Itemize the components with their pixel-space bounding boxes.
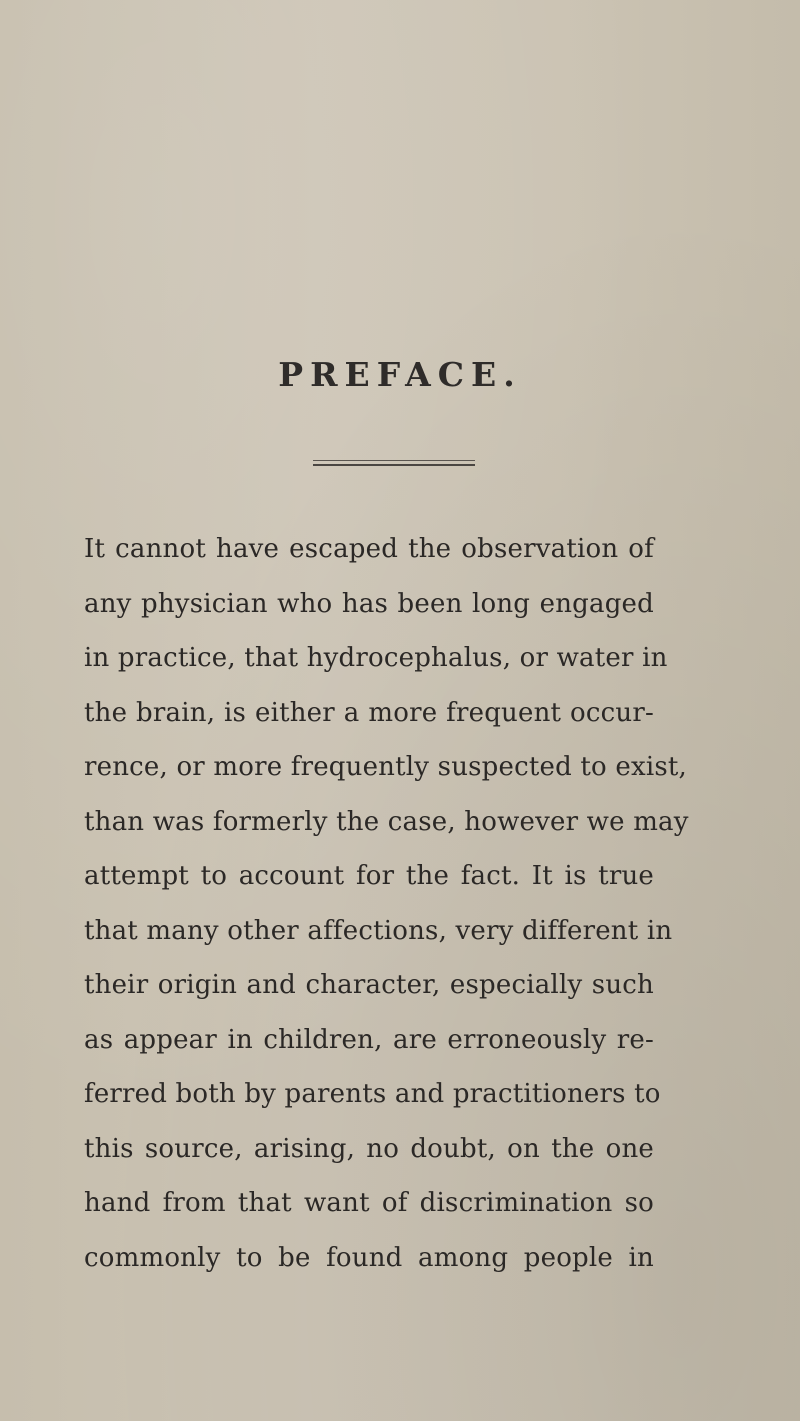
preface-paragraph (84, 522, 689, 1285)
text-line: attempt to account for the fact. It is true (84, 861, 654, 891)
title-rule-thin (313, 460, 475, 461)
page-title: PREFACE. (278, 355, 522, 394)
text-line: hand from that want of discrimination so (84, 1188, 654, 1218)
text-line: the brain, is either a more frequent occur- (84, 697, 654, 728)
text-line: as appear in children, are erroneously re- (84, 1024, 654, 1055)
text-line: any physician who has been long engaged (84, 588, 654, 619)
text-line: that many other affections, very different in (84, 915, 673, 946)
text-line: commonly to be found among people in (84, 1242, 654, 1273)
text-line: ferred both by parents and practitioners to (84, 1079, 661, 1109)
text-line: than was formerly the case, however we may (84, 806, 689, 837)
text-line: this source, arising, no doubt, on the one (84, 1133, 654, 1164)
title-rule-thick (313, 464, 475, 466)
text-line: It cannot have escaped the observation of (84, 534, 654, 564)
text-line: their origin and character, especially such (84, 970, 654, 1000)
text-line: rence, or more frequently suspected to exist, (84, 752, 688, 782)
text-line: in practice, that hydrocephalus, or water in (84, 643, 668, 673)
